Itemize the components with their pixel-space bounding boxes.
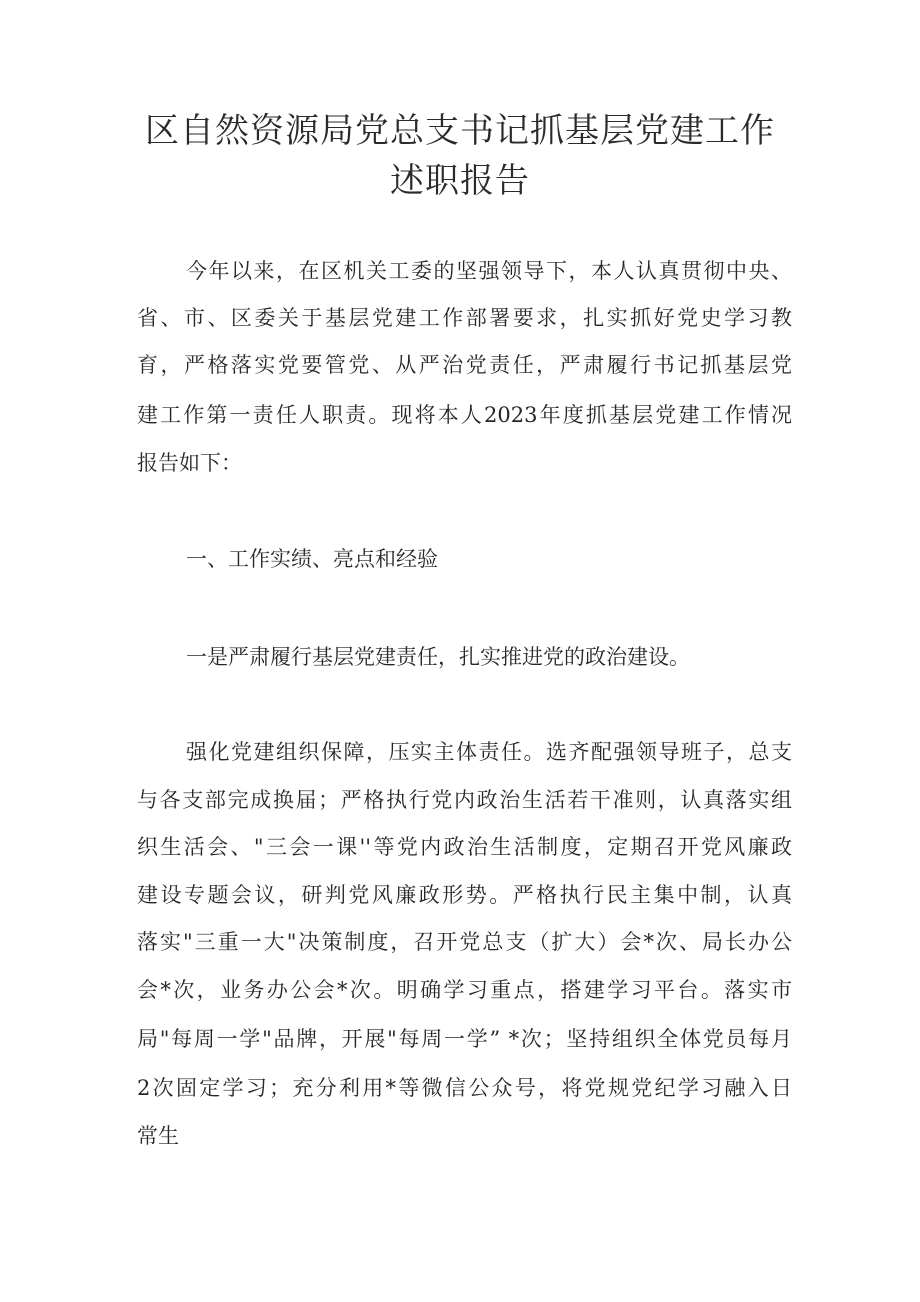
intro-line-4: 建工作第一责任人职责。现将本人2023年度抓基层党建工作情况 [137,403,792,427]
intro-line-5: 报告如下： [137,451,242,475]
body-line-7: 局"每周一学"品牌，开展"每周一学” *次；坚持组织全体党员每月 [137,1027,792,1051]
document-title-line-1: 区自然资源局党总支书记抓基层党建工作 [145,111,775,151]
subheading: 一是严肃履行基层党建责任，扎实推进党的政治建设。 [186,645,690,669]
intro-line-3: 育，严格落实党要管党、从严治党责任，严肃履行书记抓基层党 [137,353,792,377]
body-line-4: 建设专题会议，研判党风廉政形势。严格执行民主集中制，认真 [137,883,792,907]
body-line-2: 与各支部完成换届；严格执行党内政治生活若干准则，认真落实组 [137,788,792,812]
body-line-5: 落实"三重一大"决策制度，召开党总支（扩大）会*次、局长办公 [137,930,792,954]
intro-line-2: 省、市、区委关于基层党建工作部署要求，扎实抓好党史学习教 [137,306,792,330]
body-line-3: 织生活会、"三会一课''等党内政治生活制度，定期召开党风廉政 [137,835,792,859]
section-heading: 一、工作实绩、亮点和经验 [186,547,438,571]
body-line-8: 2次固定学习；充分利用*等微信公众号，将党规党纪学习融入日 [137,1076,792,1100]
body-line-6: 会*次，业务办公会*次。明确学习重点，搭建学习平台。落实市 [137,978,792,1002]
intro-line-1: 今年以来，在区机关工委的坚强领导下，本人认真贯彻中央、 [186,259,792,283]
document-title-line-2: 述职报告 [390,161,530,201]
body-line-1: 强化党建组织保障，压实主体责任。选齐配强领导班子，总支 [186,740,792,764]
body-line-9: 常生 [137,1124,179,1148]
